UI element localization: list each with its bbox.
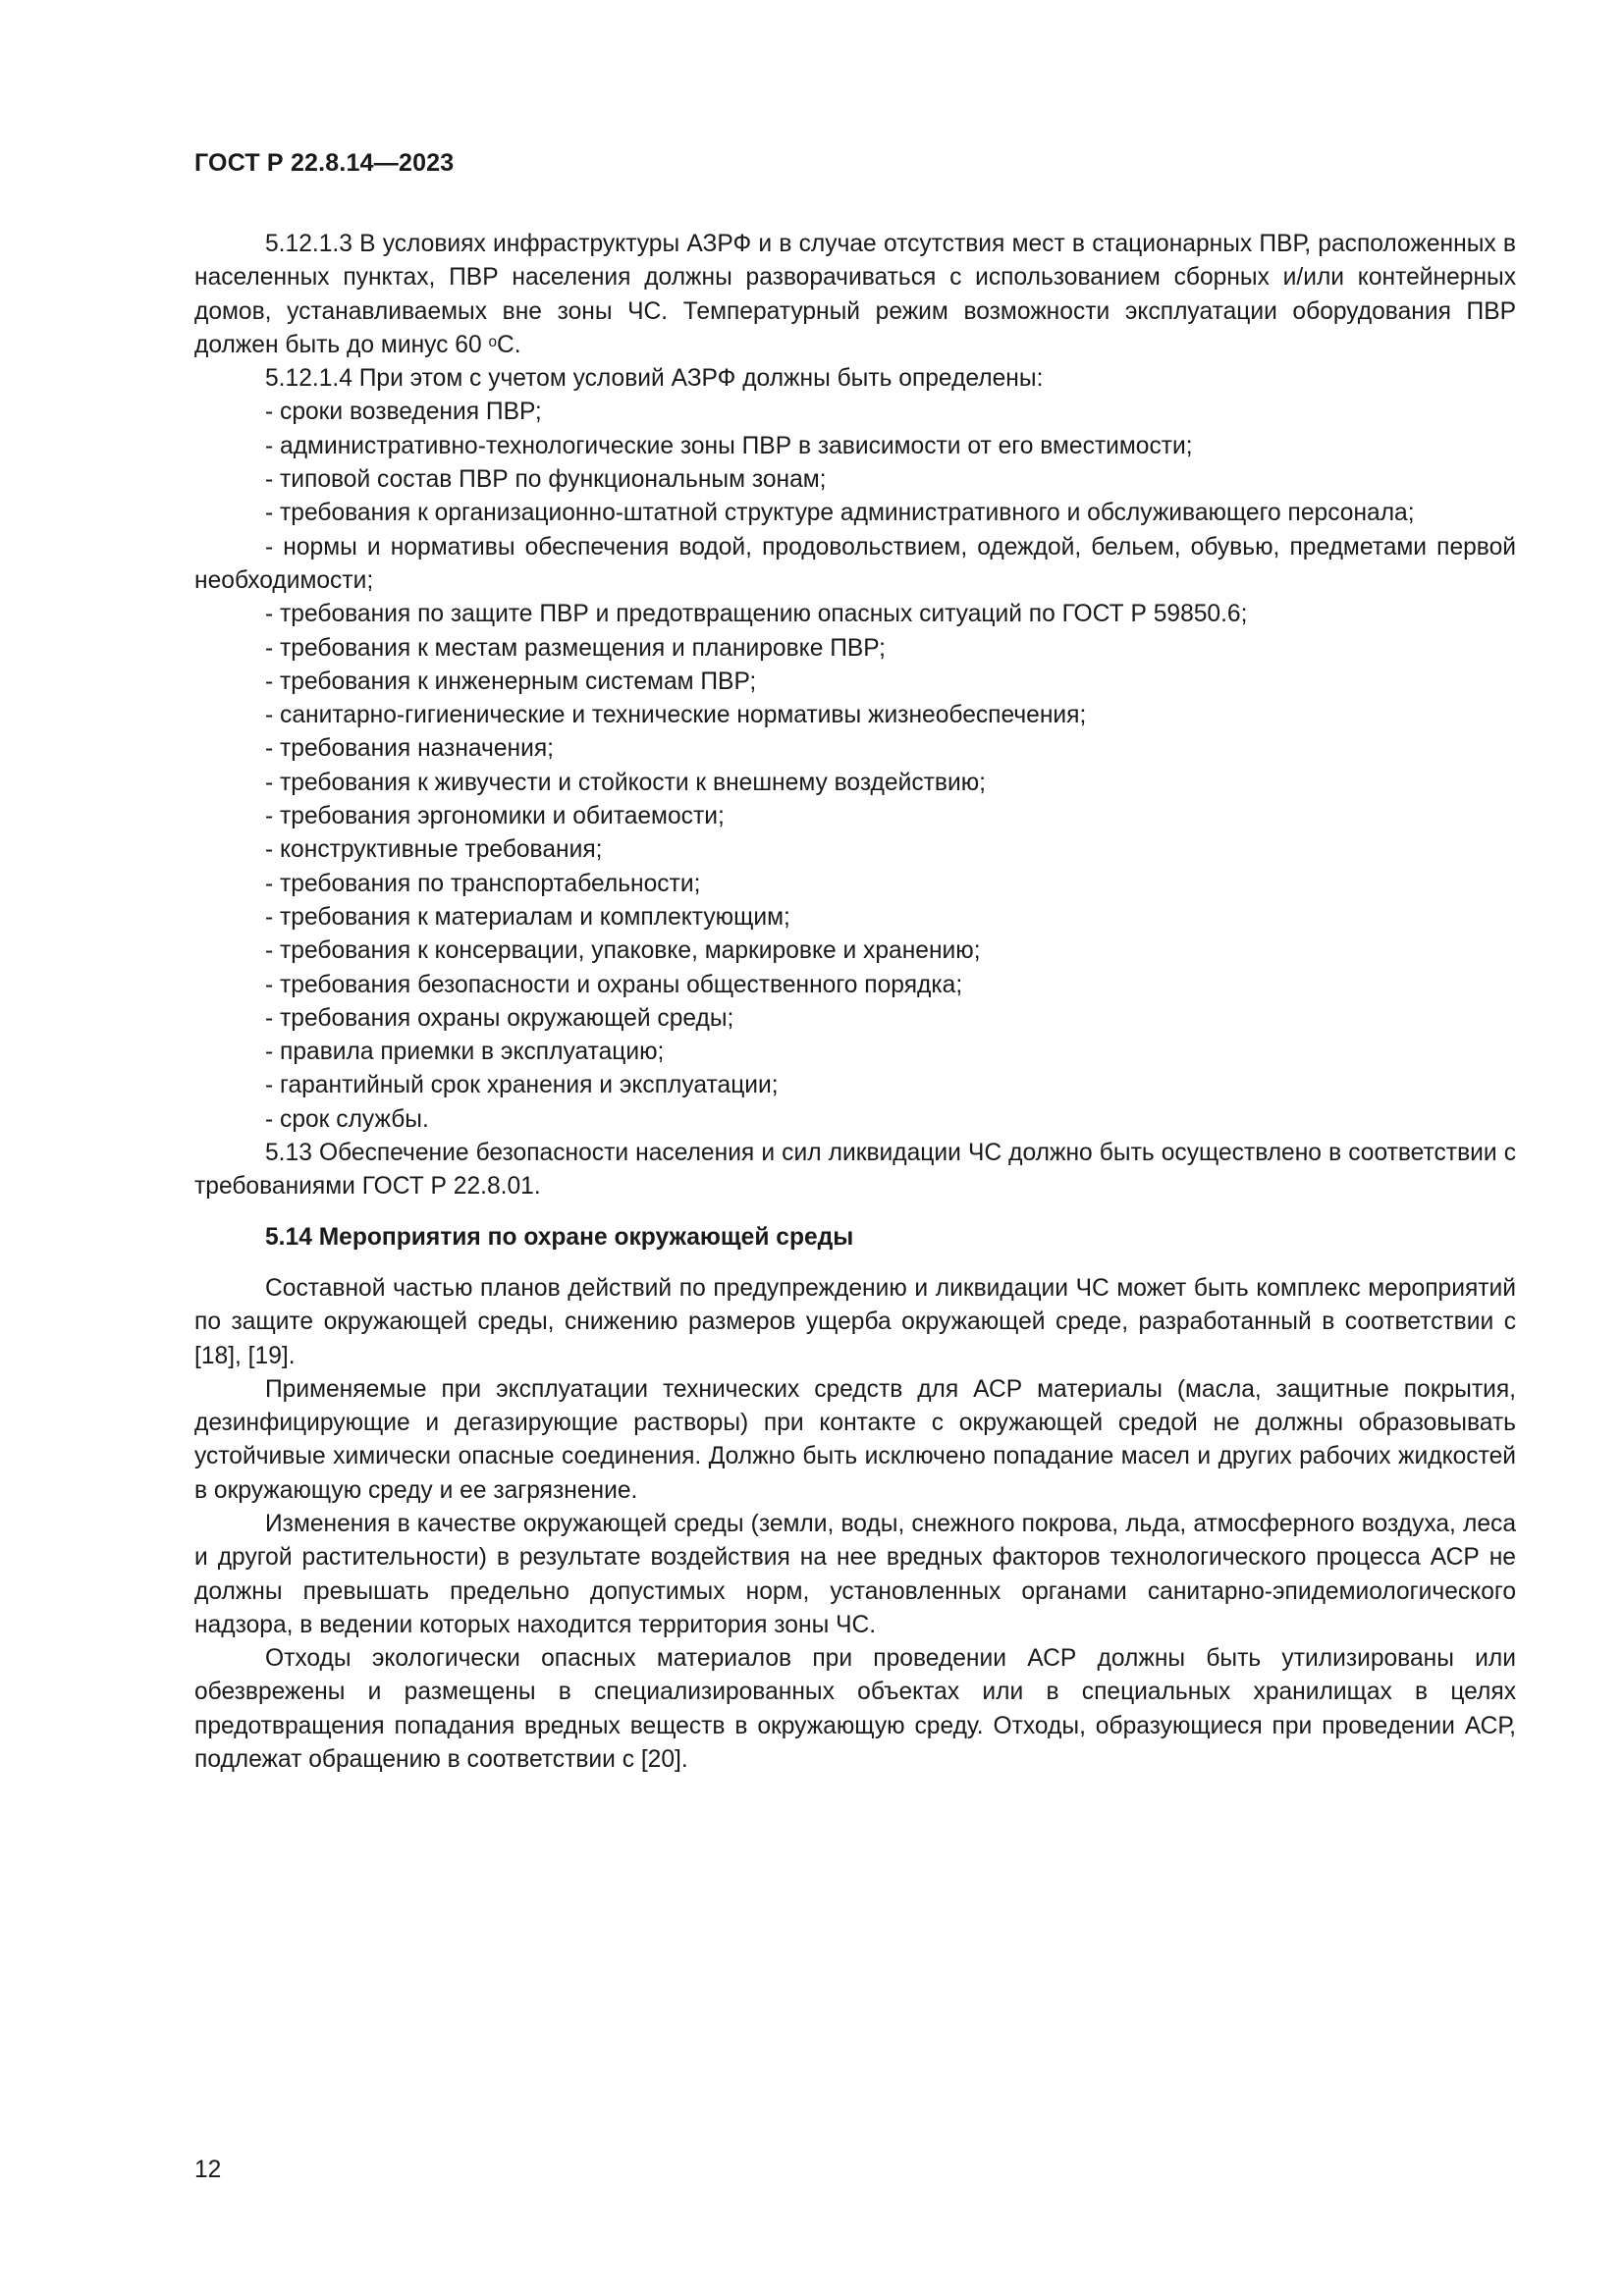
list-item: - требования назначения; [265,735,555,763]
list-item: - требования по защите ПВР и предотвращению опасных ситуаций по ГОСТ Р 59850.6; [265,601,1248,628]
paragraph-env-1: Составной частью планов действий по предупреждению и ликвидации ЧС может быть комплекс мероприятий по защите окружающей среды, снижению размеров ущерба окружающей среде, разработанный в соответствии с [18], [19]. [194,1274,1516,1369]
paragraph-5-13: 5.13 Обеспечение безопасности населения и сил ликвидации ЧС должно быть осуществлено в соответствии с требованиями ГОСТ Р 22.8.01. [194,1140,1516,1201]
list-item: - административно-технологические зоны ПВР в зависимости от его вместимости; [265,432,1193,459]
list-item: - требования эргономики и обитаемости; [265,803,725,830]
section-heading-5-14: 5.14 Мероприятия по охране окружающей среды [265,1223,854,1251]
list-item: - требования к живучести и стойкости к внешнему воздействию; [265,769,986,796]
paragraph-5-12-1-3-text: 5.12.1.3 В условиях инфраструктуры АЗРФ и в случае отсутствия мест в стационарных ПВР, расположенных в населенных пунктах, ПВР населения должны разворачиваться с использованием сборных и/или контейнерных домов, устанавливаемых вне зоны ЧС. Температурный режим возможности эксплуатации оборудования ПВР должен быть до минус 60 [194,231,1516,358]
paragraph-5-12-1-3-unit: С. [496,331,521,358]
paragraph-env-3: Изменения в качестве окружающей среды (земли, воды, снежного покрова, льда, атмосферного воздуха, леса и другой растительности) в результате воздействия на нее вредных факторов технологического процесса АСР не должны превышать предельно допустимых норм, установленных органами санитарно-эпидемиологического надзора, в ведении которых находится территория зоны ЧС. [194,1510,1516,1638]
paragraph-env-4: Отходы экологически опасных материалов при проведении АСР должны быть утилизированы или обезврежены и размещены в специализированных объектах или в специальных хранилищах в целях предотвращения попадания вредных веществ в окружающую среду. Отходы, образующиеся при проведении АСР, подлежат обращению в соответствии с [20]. [194,1645,1516,1774]
list-item: - требования безопасности и охраны общественного порядка; [265,971,963,998]
list-item: - требования к инженерным системам ПВР; [265,667,757,695]
paragraph-5-12-1-4: 5.12.1.4 При этом с учетом условий АЗРФ должны быть определены: [265,365,1044,393]
list-item: - нормы и нормативы обеспечения водой, продовольствием, одеждой, бельем, обувью, предметами первой необходимости; [194,533,1516,594]
list-item: - конструктивные требования; [265,836,603,864]
list-item: - правила приемки в эксплуатацию; [265,1039,665,1066]
list-item: - срок службы. [265,1105,429,1133]
list-item: - требования к материалам и комплектующим; [265,903,790,931]
degree-superscript: о [488,333,497,350]
document-header-title: ГОСТ Р 22.8.14—2023 [194,149,455,177]
page-number: 12 [194,2157,222,2183]
document-body [194,228,1516,1777]
list-item: - требования к организационно-штатной структуре административного и обслуживающего персонала; [265,500,1415,527]
paragraph-env-2: Применяемые при эксплуатации технических средств для АСР материалы (масла, защитные покрытия, дезинфицирующие и дегазирующие растворы) при контакте с окружающей средой не должны образовывать устойчивые химически опасные соединения. Должно быть исключено попадание масел и других рабочих жидкостей в окружающую среду и ее загрязнение. [194,1375,1516,1504]
list-item: - требования охраны окружающей среды; [265,1004,734,1032]
list-item: - гарантийный срок хранения и эксплуатации; [265,1072,779,1099]
list-item: - сроки возведения ПВР; [265,399,542,426]
list-item: - требования к местам размещения и планировке ПВР; [265,634,886,662]
list-item: - требования к консервации, упаковке, маркировке и хранению; [265,937,981,965]
requirements-list [194,396,1516,1137]
list-item: - типовой состав ПВР по функциональным зонам; [265,466,827,494]
paragraph-5-12-1-3 [194,228,1516,362]
list-item: - требования по транспортабельности; [265,870,701,897]
list-item: - санитарно-гигиенические и технические нормативы жизнеобеспечения; [265,702,1087,729]
